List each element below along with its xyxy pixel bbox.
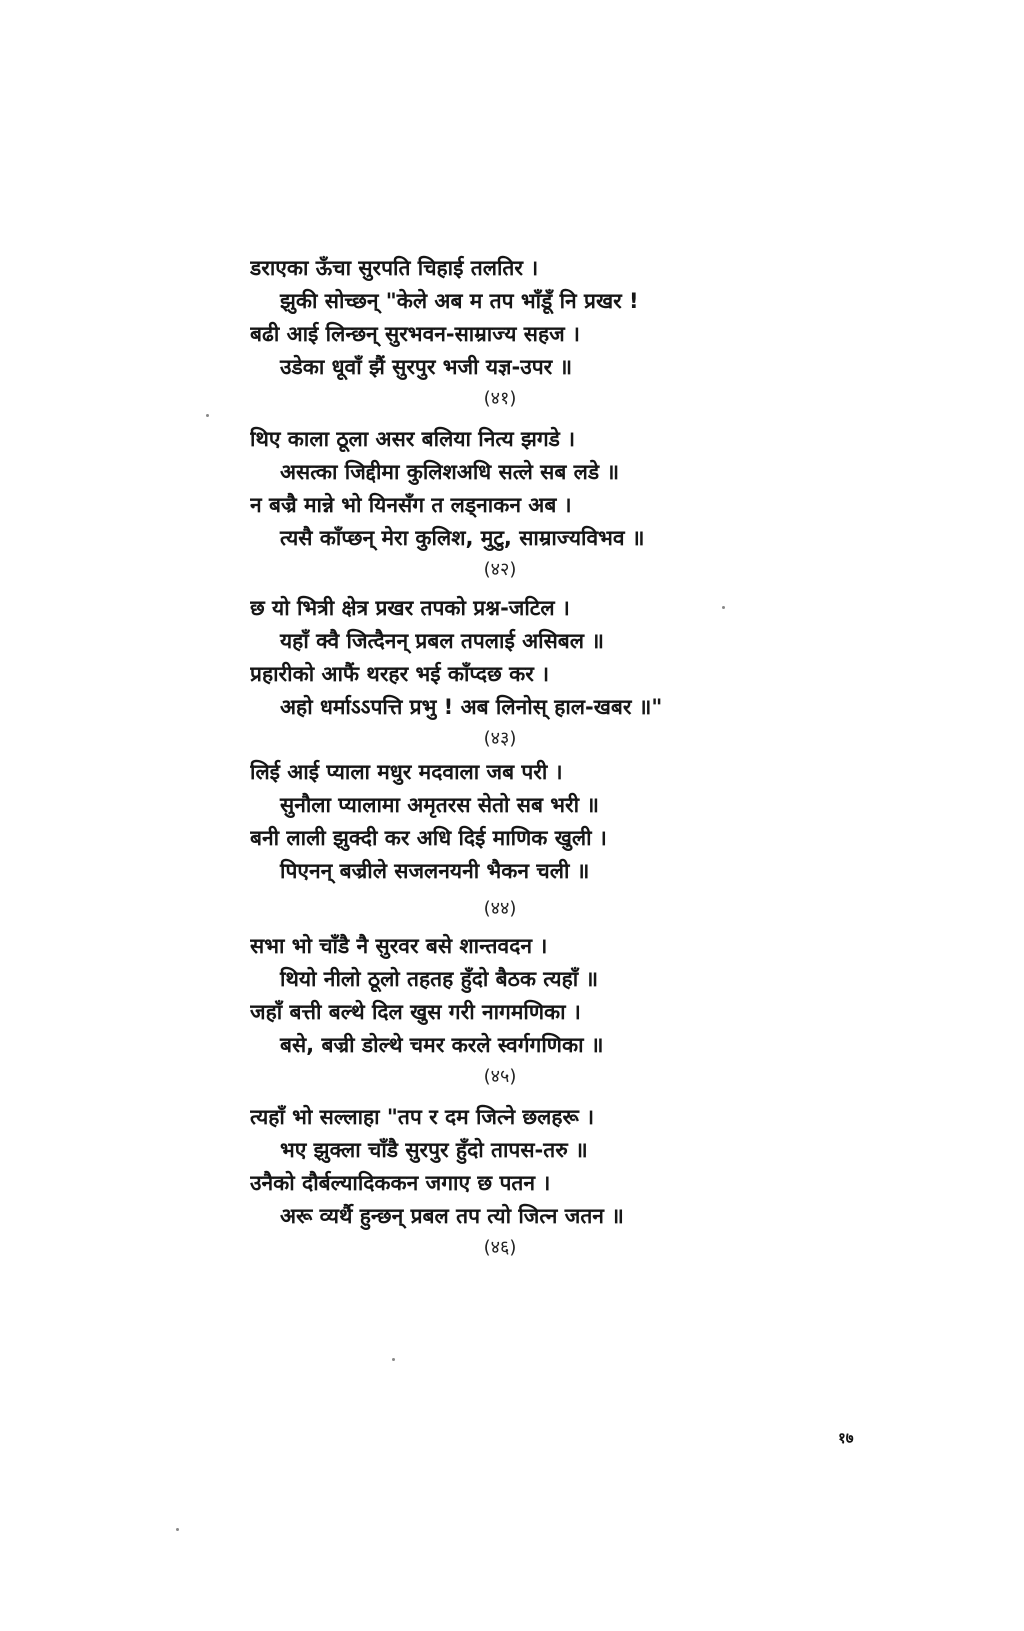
scan-speck (176, 1528, 179, 1531)
stanza-42 (250, 423, 770, 585)
verse-line: अरू व्यर्थै हुन्छन् प्रबल तप त्यो जित्न जतन ॥ (280, 1204, 624, 1228)
verse-number: (४४) (483, 898, 517, 919)
page-number: १७ (838, 1429, 854, 1447)
scan-speck (206, 414, 209, 417)
verse-line: यहाँ क्वै जित्दैनन् प्रबल तपलाई असिबल ॥ (280, 629, 604, 653)
verse-line: थिए काला ठूला असर बलिया नित्य झगडे । (250, 427, 576, 451)
stanza-41 (250, 252, 770, 414)
verse-number: (४५) (483, 1066, 517, 1087)
verse-number: (४३) (483, 728, 517, 749)
verse-line: असत्का जिद्दीमा कुलिशअधि सत्ले सब लडे ॥ (280, 460, 620, 484)
stanza-45 (250, 930, 770, 1092)
verse-line: डराएका ऊँचा सुरपति चिहाई तलतिर । (250, 256, 539, 280)
verse-line: बढी आई लिन्छन् सुरभवन-साम्राज्य सहज । (250, 322, 580, 346)
verse-line: जहाँ बत्ती बल्थे दिल खुस गरी नागमणिका । (250, 1000, 581, 1024)
verse-line: सुनौला प्यालामा अमृतरस सेतो सब भरी ॥ (280, 793, 599, 817)
verse-line: थियो नीलो ठूलो तहतह हुँदो बैठक त्यहाँ ॥ (280, 967, 599, 991)
verse-line: त्यहाँ भो सल्लाहा "तप र दम जित्ने छलहरू । (250, 1105, 595, 1129)
verse-line: उडेका धूवाँ झैं सुरपुर भजी यज्ञ-उपर ॥ (280, 355, 573, 379)
verse-line: बनी लाली झुक्दी कर अधि दिई माणिक खुली । (250, 826, 607, 850)
stanza-44 (250, 756, 770, 924)
verse-line: भए झुक्ला चाँडै सुरपुर हुँदो तापस-तरु ॥ (280, 1138, 588, 1162)
verse-line: लिई आई प्याला मधुर मदवाला जब परी । (250, 760, 563, 784)
verse-number: (४६) (483, 1237, 517, 1258)
verse-line: अहो धर्माऽऽपत्ति प्रभु ! अब लिनोस् हाल-खबर ॥" (280, 695, 663, 719)
verse-line: झुकी सोच्छन् "केले अब म तप भाँडूँ नि प्रखर ! (280, 289, 639, 313)
verse-number: (४२) (483, 559, 517, 580)
verse-number: (४१) (483, 388, 517, 409)
stanza-46 (250, 1101, 770, 1263)
verse-line: सभा भो चाँडै नै सुरवर बसे शान्तवदन । (250, 934, 548, 958)
verse-line: न बज्रै मान्ने भो यिनसँग त लड्नाकन अब । (250, 493, 572, 517)
stanza-43 (250, 592, 770, 754)
verse-line: छ यो भित्री क्षेत्र प्रखर तपको प्रश्न-जटिल । (250, 596, 570, 620)
verse-line: त्यसै काँप्छन् मेरा कुलिश, मुटु, साम्राज्यविभव ॥ (280, 526, 645, 550)
verse-line: पिएनन् बज्रीले सजलनयनी भैकन चली ॥ (280, 859, 590, 883)
verse-line: बसे, बज्री डोल्थे चमर करले स्वर्गगणिका ॥ (280, 1033, 604, 1057)
scan-speck (722, 606, 725, 609)
scan-speck (392, 1358, 395, 1361)
verse-line: प्रहारीको आफैं थरहर भई काँप्दछ कर । (250, 662, 550, 686)
verse-line: उनैको दौर्बल्यादिककन जगाए छ पतन । (250, 1171, 551, 1195)
